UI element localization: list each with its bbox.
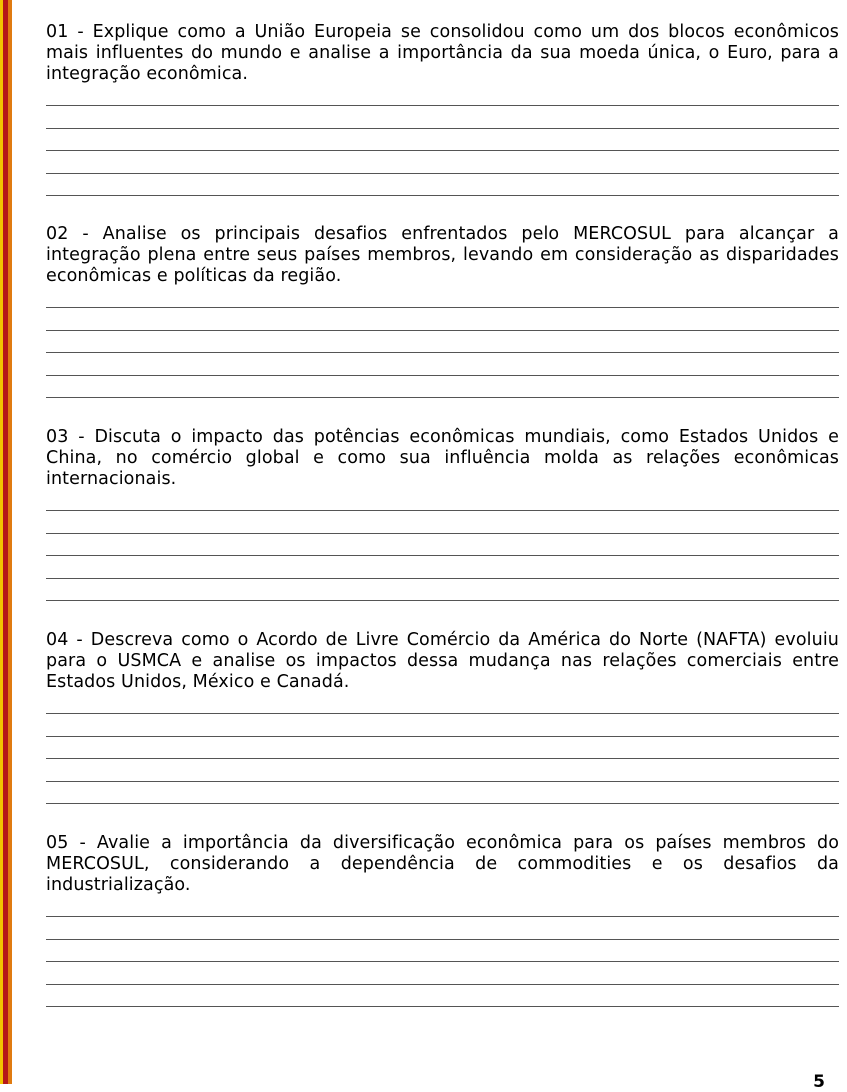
answer-lines[interactable]	[46, 105, 839, 196]
answer-line	[46, 939, 839, 940]
answer-line	[46, 984, 839, 985]
answer-line	[46, 195, 839, 196]
question-text: 03 - Discuta o impacto das potências econômicas mundiais, como Estados Unidos e China, no comércio global e como sua influência molda as relações econômicas internacionais.	[46, 427, 839, 489]
answer-line	[46, 375, 839, 376]
answer-line	[46, 736, 839, 737]
question-text: 02 - Analise os principais desafios enfrentados pelo MERCOSUL para alcançar a integração plena entre seus países membros, levando em consideração as disparidades econômicas e políticas da região.	[46, 224, 839, 286]
answer-line	[46, 330, 839, 331]
answer-line	[46, 352, 839, 353]
answer-lines[interactable]	[46, 713, 839, 804]
question-04	[46, 609, 839, 812]
answer-line	[46, 578, 839, 579]
answer-line	[46, 600, 839, 601]
answer-lines[interactable]	[46, 307, 839, 398]
answer-lines[interactable]	[46, 510, 839, 601]
answer-line	[46, 1006, 839, 1007]
question-01	[46, 0, 839, 203]
question-text: 04 - Descreva como o Acordo de Livre Comércio da América do Norte (NAFTA) evoluiu para o USMCA e analise os impactos dessa mudança nas relações comerciais entre Estados Unidos, México e Canadá.	[46, 630, 839, 692]
answer-line	[46, 803, 839, 804]
answer-line	[46, 510, 839, 511]
question-text: 05 - Avalie a importância da diversificação econômica para os países membros do MERCOSUL, considerando a dependência de commodities e os desafios da industrialização.	[46, 833, 839, 895]
answer-line	[46, 758, 839, 759]
answer-line	[46, 533, 839, 534]
answer-line	[46, 555, 839, 556]
question-05	[46, 812, 839, 1015]
answer-line	[46, 150, 839, 151]
question-text: 01 - Explique como a União Europeia se consolidou como um dos blocos econômicos mais influentes do mundo e analise a importância da sua moeda única, o Euro, para a integração econômica.	[46, 22, 839, 84]
answer-line	[46, 713, 839, 714]
decorative-left-border	[0, 0, 12, 1084]
answer-line	[46, 961, 839, 962]
answer-line	[46, 916, 839, 917]
answer-line	[46, 307, 839, 308]
page-number: 5	[813, 1072, 825, 1092]
question-02	[46, 203, 839, 406]
answer-lines[interactable]	[46, 916, 839, 1007]
answer-line	[46, 173, 839, 174]
answer-line	[46, 781, 839, 782]
answer-line	[46, 397, 839, 398]
question-03	[46, 406, 839, 609]
answer-line	[46, 105, 839, 106]
answer-line	[46, 128, 839, 129]
question-list	[46, 0, 839, 1015]
